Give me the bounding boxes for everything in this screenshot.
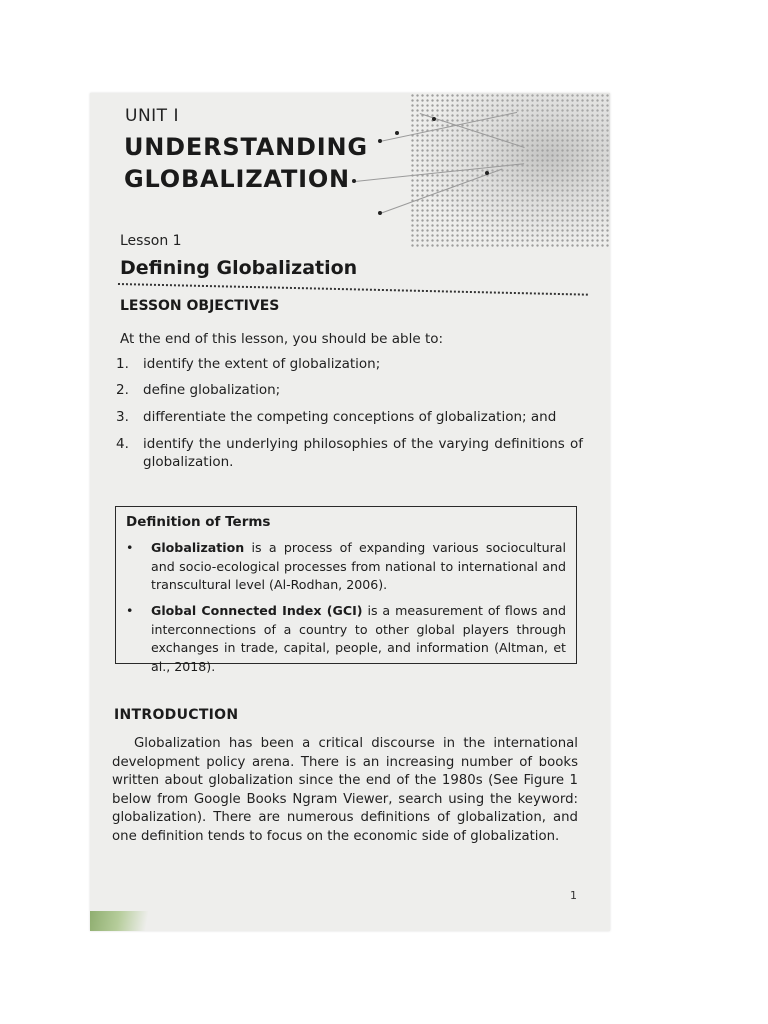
introduction-heading: INTRODUCTION bbox=[114, 707, 239, 723]
document-page bbox=[90, 93, 610, 931]
lesson-title: Defining Globalization bbox=[120, 257, 358, 279]
globe-network-graphic bbox=[410, 93, 610, 248]
definition-text bbox=[151, 602, 566, 676]
network-node bbox=[432, 117, 436, 121]
definition-description: is a process of expanding various sociocultural and socio-ecological processes from national to international and transcultural level (Al-Rodhan, 2006). bbox=[151, 540, 566, 592]
definitions-heading: Definition of Terms bbox=[126, 514, 271, 530]
introduction-paragraph: Globalization has been a critical discourse in the international development policy arena. There is an increasing number of books written about globalization since the end of the 1980s (See Figure 1 below from Google Books Ngram Viewer, search using the keyword: globalization). There are numerous definitions of globalization, and one definition tends to focus on the economic side of globalization. bbox=[112, 736, 578, 844]
unit-title-line-2: GLOBALIZATION bbox=[124, 165, 350, 193]
unit-title-line-1: UNDERSTANDING bbox=[124, 133, 368, 161]
definition-text bbox=[151, 539, 566, 595]
definition-of-terms-box bbox=[115, 506, 577, 674]
page-number: 1 bbox=[570, 889, 577, 902]
network-node bbox=[378, 211, 382, 215]
objectives-heading: LESSON OBJECTIVES bbox=[120, 298, 280, 314]
bullet-icon: • bbox=[126, 540, 134, 555]
dotted-divider bbox=[118, 283, 588, 296]
definition-item bbox=[126, 539, 566, 599]
network-node bbox=[395, 131, 399, 135]
definition-description: is a measurement of flows and interconnections of a country to other global players through exchanges in trade, capital, people, and information (Altman, et al., 2018). bbox=[151, 603, 566, 674]
objective-number: 3. bbox=[116, 409, 129, 425]
objective-text: define globalization; bbox=[143, 382, 281, 398]
definition-term: Global Connected Index (GCI) bbox=[151, 603, 363, 618]
lesson-number: Lesson 1 bbox=[120, 233, 182, 249]
objective-text: differentiate the competing conceptions of globalization; and bbox=[143, 409, 557, 425]
objective-text: identify the extent of globalization; bbox=[143, 356, 381, 372]
network-node bbox=[485, 171, 489, 175]
definition-item bbox=[126, 602, 566, 674]
unit-label: UNIT I bbox=[125, 106, 179, 126]
objectives-intro: At the end of this lesson, you should be able to: bbox=[120, 331, 444, 347]
objective-number: 2. bbox=[116, 382, 129, 398]
objective-text: identify the underlying philosophies of the varying definitions of globalization. bbox=[143, 436, 583, 470]
objective-number: 4. bbox=[116, 436, 129, 452]
green-edge-decoration bbox=[90, 911, 160, 931]
definition-term: Globalization bbox=[151, 540, 245, 555]
network-node bbox=[378, 139, 382, 143]
objective-number: 1. bbox=[116, 356, 129, 372]
bullet-icon: • bbox=[126, 603, 134, 618]
network-node bbox=[352, 179, 356, 183]
